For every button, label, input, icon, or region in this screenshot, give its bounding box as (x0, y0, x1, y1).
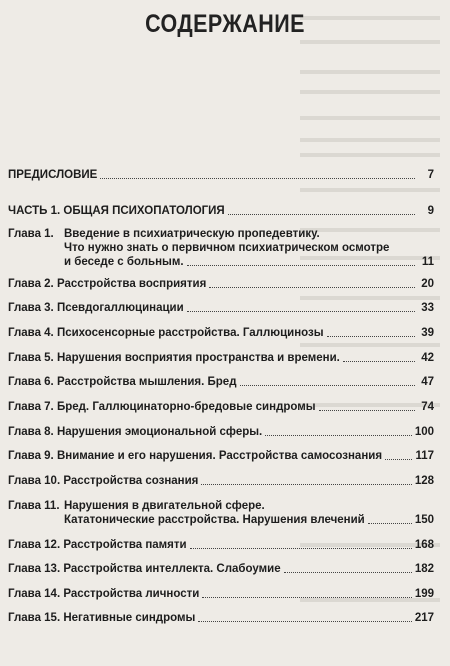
dot-leader (240, 384, 415, 386)
dot-leader (368, 522, 412, 524)
dot-leader (319, 409, 415, 411)
page-number: 199 (414, 588, 434, 600)
page-number: 117 (415, 450, 434, 462)
page-number: 39 (421, 327, 434, 339)
page-number: 150 (414, 514, 434, 526)
entry-title: Глава 12. Расстройства памяти (8, 539, 187, 551)
dot-leader (327, 335, 415, 337)
entry-title: Глава 3. Псевдогаллюцинации (8, 302, 184, 314)
entry-title: Глава 7. Бред. Галлюцинаторно-бредовые синдромы (8, 401, 316, 413)
page-number: 11 (421, 256, 434, 268)
entry-title: Глава 2. Расстройства восприятия (8, 278, 207, 290)
dot-leader (385, 458, 412, 460)
dot-leader (187, 310, 415, 312)
page-number: 20 (421, 278, 434, 290)
entry-title: Глава 8. Нарушения эмоциональной сферы. (8, 426, 263, 438)
dot-leader (284, 571, 412, 573)
entry-title-line: Нарушения в двигательной сфере. (64, 500, 265, 512)
dot-leader (187, 264, 415, 266)
dot-leader (190, 547, 412, 549)
dot-leader (198, 620, 412, 622)
dot-leader (228, 213, 415, 215)
entry-title: Глава 14. Расстройства личности (8, 588, 200, 600)
entry-title-line: Кататонические расстройства. Нарушения влечений (64, 514, 365, 526)
page-number: 128 (414, 475, 434, 487)
entry-title: Глава 4. Психосенсорные расстройства. Галлюцинозы (8, 327, 324, 339)
entry-title: ПРЕДИСЛОВИЕ (8, 169, 98, 181)
entry-title-line: Что нужно знать о первичном психиатрическом осмотре (64, 242, 390, 254)
page-number: 47 (421, 376, 434, 388)
dot-leader (265, 434, 412, 436)
entry-title: ЧАСТЬ 1. ОБЩАЯ ПСИХОПАТОЛОГИЯ (8, 205, 225, 217)
page-number: 42 (421, 352, 434, 364)
chapter-prefix: Глава 1. (8, 228, 54, 240)
page-number: 74 (421, 401, 434, 413)
entry-title: Глава 5. Нарушения восприятия пространства и времени. (8, 352, 340, 364)
page-number: 100 (414, 426, 434, 438)
page-number: 9 (427, 205, 434, 217)
entry-title-line: Введение в психиатрическую пропедевтику. (64, 228, 320, 240)
entry-title: Глава 10. Расстройства сознания (8, 475, 199, 487)
page-title: СОДЕРЖАНИЕ (145, 10, 305, 38)
chapter-prefix: Глава 11. (8, 500, 60, 512)
page-number: 33 (421, 302, 434, 314)
dot-leader (201, 483, 411, 485)
entry-title: Глава 9. Внимание и его нарушения. Расстройства самосознания (8, 450, 383, 462)
entry-title: Глава 15. Негативные синдромы (8, 612, 196, 624)
dot-leader (202, 596, 412, 598)
dot-leader (100, 177, 415, 179)
entry-title-line: и беседе с больным. (64, 256, 184, 268)
page-number: 168 (414, 539, 434, 551)
entry-title: Глава 6. Расстройства мышления. Бред (8, 376, 237, 388)
dot-leader (209, 286, 415, 288)
page-number: 217 (414, 612, 434, 624)
entry-title: Глава 13. Расстройства интеллекта. Слабоумие (8, 563, 281, 575)
page-number: 182 (414, 563, 434, 575)
dot-leader (343, 360, 415, 362)
page-number: 7 (427, 169, 434, 181)
